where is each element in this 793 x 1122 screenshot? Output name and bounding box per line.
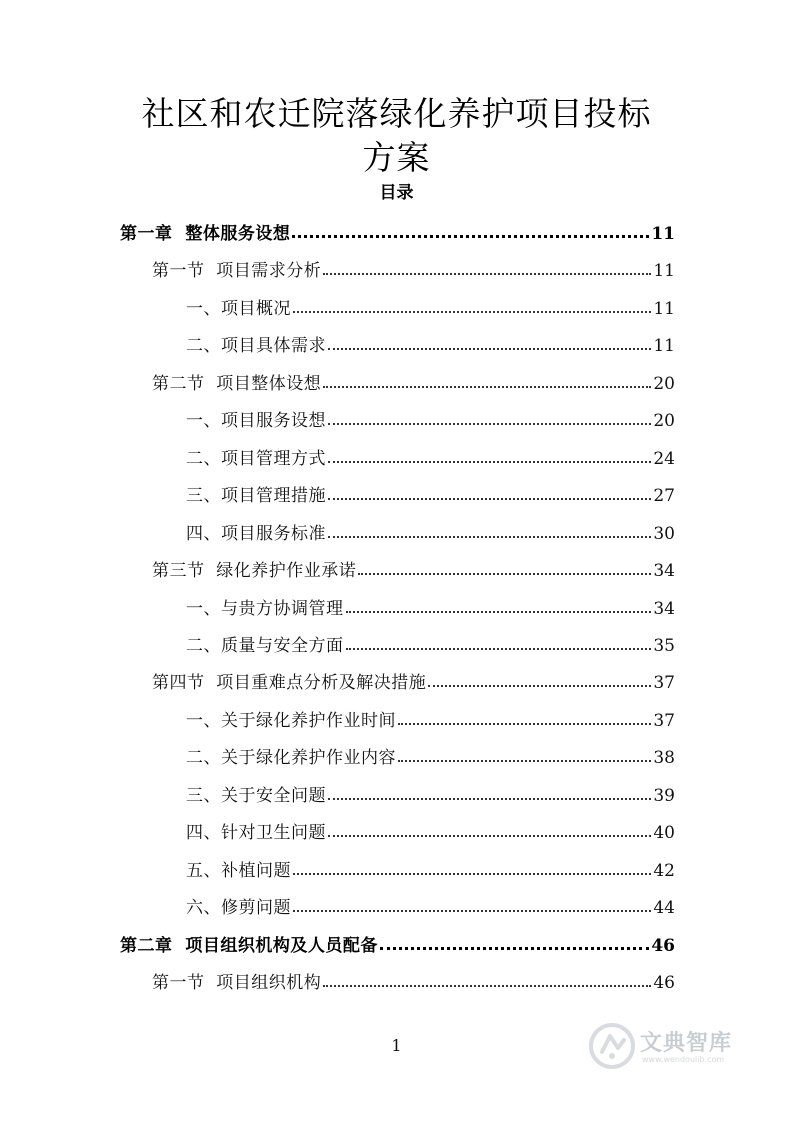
page-number: 1 [391,1036,402,1055]
document-title-line-2: 方案 [362,138,431,177]
document-title-line-1: 社区和农迁院落绿化养护项目投标 [141,94,652,133]
toc-dot-leader [328,461,651,463]
toc-dot-leader [328,498,651,500]
toc-entry-label: 一、与贵方协调管理 [186,598,344,619]
toc-dot-leader [428,685,651,687]
toc-entry[interactable] [186,518,675,544]
toc-entry-page: 27 [653,486,675,507]
toc-entry-label: 二、项目具体需求 [186,336,326,357]
toc-entry-page: 20 [653,373,675,394]
toc-dot-leader [346,648,652,650]
toc-dot-leader [323,273,651,275]
toc-entry-page: 37 [653,710,675,731]
toc-entry-label: 六、修剪问题 [186,898,291,919]
toc-dot-leader [328,835,651,837]
toc-entry-page: 44 [653,898,675,919]
watermark [588,1018,758,1076]
toc-entry-page: 34 [653,598,675,619]
toc-entry-page: 20 [653,411,675,432]
toc-entry-label: 第一节 项目需求分析 [152,261,322,282]
toc-dot-leader [380,947,649,950]
toc-entry-label: 第一节 项目组织机构 [152,973,322,993]
toc-entry-page: 11 [653,261,675,282]
toc-entry[interactable] [186,480,675,506]
toc-dot-leader [328,798,651,800]
toc-dot-leader [346,611,652,613]
toc-entry[interactable] [152,555,675,581]
toc-entry[interactable] [186,330,675,356]
toc-entry[interactable] [186,780,675,806]
toc-entry-label: 一、项目服务设想 [186,411,326,432]
toc-entry[interactable] [152,368,675,394]
toc-entry[interactable] [186,742,675,768]
toc-entry-page: 46 [651,935,675,956]
toc-entry[interactable] [186,593,675,619]
toc-entry-label: 二、质量与安全方面 [186,635,344,656]
toc-entry-label: 二、项目管理方式 [186,448,326,469]
toc-entry-page: 35 [653,635,675,656]
toc-entry[interactable] [120,218,675,244]
toc-entry-page: 46 [653,973,675,993]
toc-entry-page: 39 [653,785,675,806]
toc-dot-leader [358,573,651,575]
toc-entry[interactable] [152,667,675,693]
watermark-url: www.wendoulib.com [642,1055,725,1064]
toc-entry[interactable] [186,630,675,656]
toc-dot-leader [328,348,651,350]
toc-entry-label: 第二节 项目整体设想 [152,373,322,394]
toc-dot-leader [292,235,649,238]
watermark-logo-icon [588,1022,636,1070]
toc-entry[interactable] [186,817,675,843]
toc-entry-label: 一、关于绿化养护作业时间 [186,710,396,731]
toc-entry-label: 一、项目概况 [186,298,291,319]
toc-entry-label: 四、项目服务标准 [186,523,326,544]
toc-entry-page: 38 [653,748,675,769]
toc-entry-label: 第二章 项目组织机构及人员配备 [120,935,378,956]
document-title [0,92,793,180]
toc-heading: 目录 [379,183,414,203]
toc-entry-label: 三、项目管理措施 [186,486,326,507]
toc-entry-page: 42 [653,860,675,881]
toc-entry-label: 二、关于绿化养护作业内容 [186,748,396,769]
toc-entry-page: 40 [653,823,675,844]
toc-entry[interactable] [186,293,675,319]
toc-dot-leader [398,723,651,725]
toc-entry-label: 第一章 整体服务设想 [120,224,291,244]
toc-entry-label: 四、针对卫生问题 [186,823,326,844]
toc-dot-leader [323,386,651,388]
toc-dot-leader [293,311,651,313]
toc-entry-page: 11 [653,336,675,357]
toc-entry[interactable] [186,855,675,881]
toc-entry-label: 第三节 绿化养护作业承诺 [152,561,357,582]
toc-entry-page: 37 [653,673,675,694]
toc-entry-label: 五、补植问题 [186,860,291,881]
toc-entry[interactable] [186,705,675,731]
toc-entry[interactable] [120,930,675,956]
watermark-text: 文典智库 [640,1031,733,1056]
toc-dot-leader [323,985,651,987]
toc-entry[interactable] [152,255,675,281]
toc-dot-leader [328,536,651,538]
toc-dot-leader [293,910,651,912]
toc-entry-page: 11 [653,298,675,319]
toc-entry[interactable] [152,967,675,993]
toc-entry-page: 24 [653,448,675,469]
toc-entry-page: 34 [653,561,675,582]
toc-entry-page: 30 [653,523,675,544]
toc-entry[interactable] [186,443,675,469]
toc-entry-label: 第四节 项目重难点分析及解决措施 [152,673,427,694]
toc-dot-leader [293,873,651,875]
toc-entry[interactable] [186,892,675,918]
toc-entry-page: 11 [651,224,675,244]
toc-entry-label: 三、关于安全问题 [186,785,326,806]
toc-dot-leader [328,423,651,425]
toc-dot-leader [398,760,651,762]
toc-entry[interactable] [186,405,675,431]
